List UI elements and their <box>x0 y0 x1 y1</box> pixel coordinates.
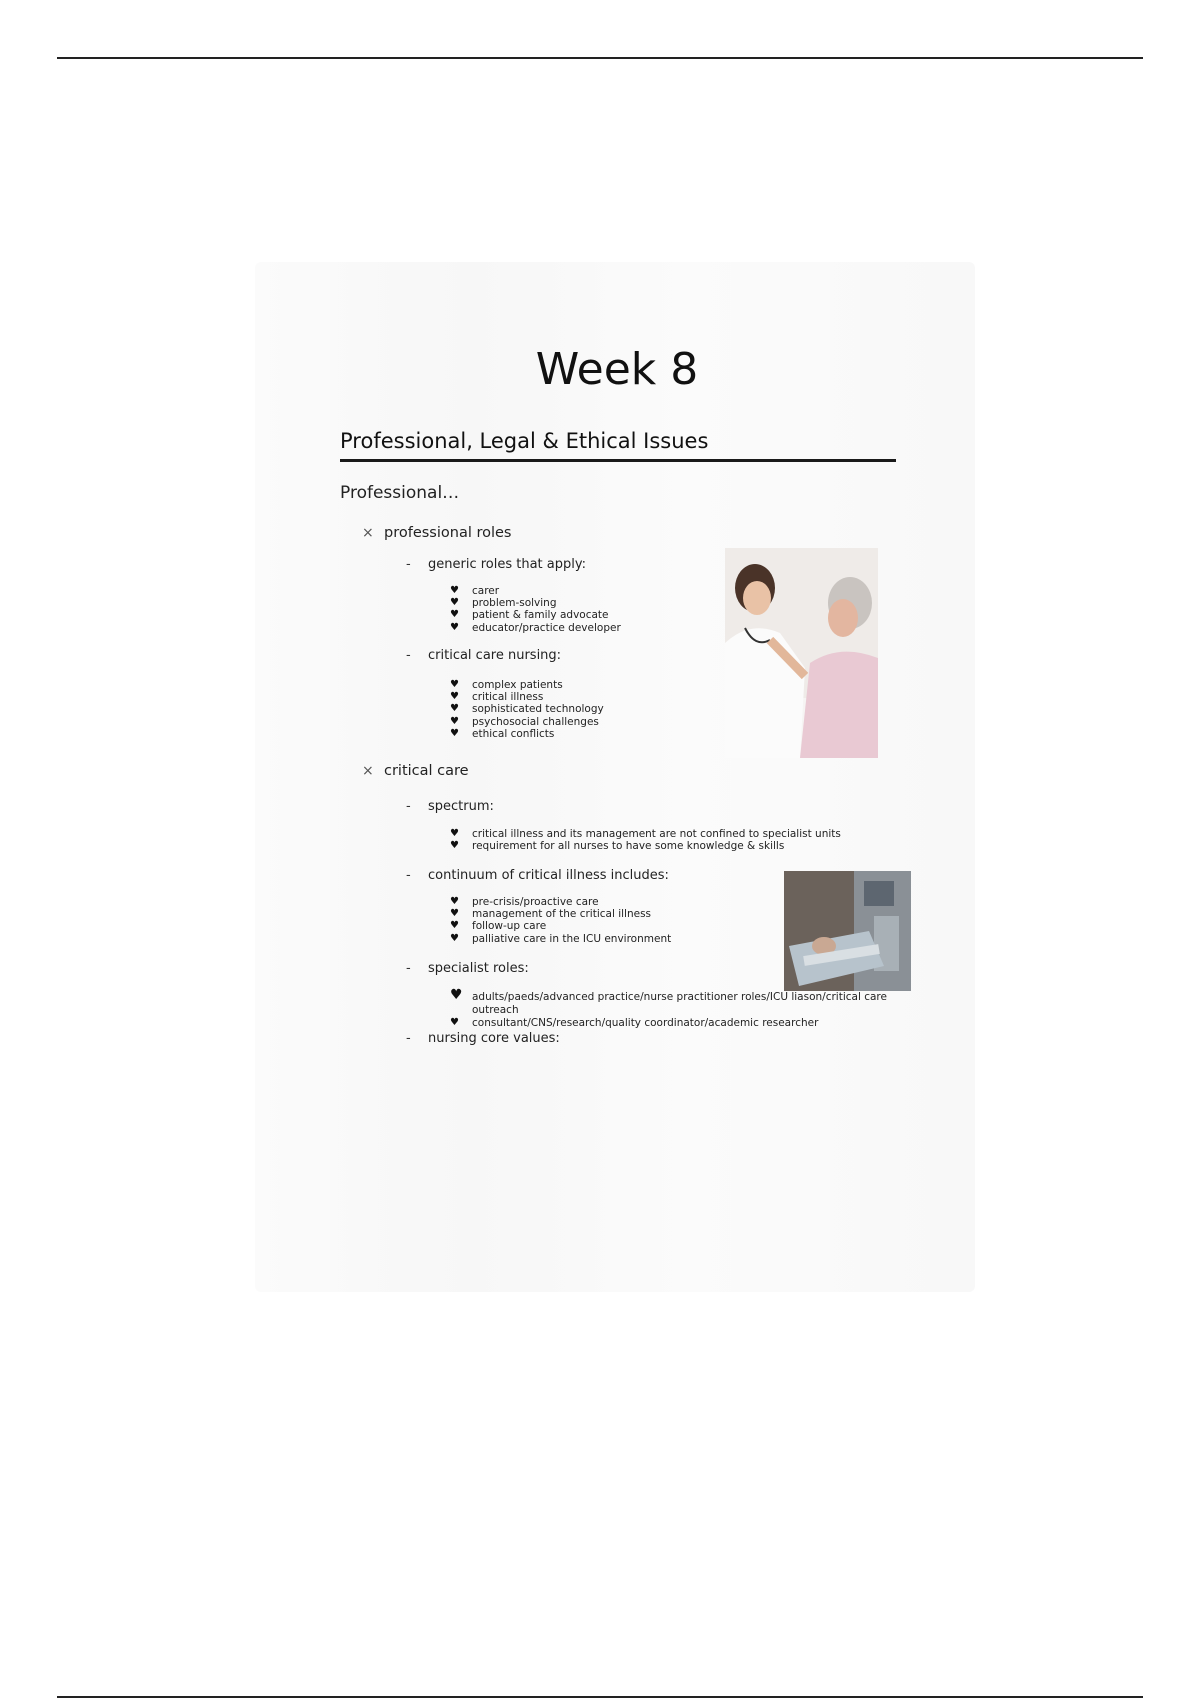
list-item: ♥ patient & family advocate <box>450 609 609 622</box>
heart-bullet-icon: ♥ <box>450 597 459 609</box>
list-item: ♥ sophisticated technology <box>450 703 604 716</box>
topic-critical-care <box>362 762 469 780</box>
heart-bullet-icon: ♥ <box>450 987 463 1003</box>
icu-photo <box>784 871 911 991</box>
item-label: nursing core values: <box>428 1031 560 1046</box>
list-item: ♥ educator/practice developer <box>450 621 621 634</box>
heart-bullet-icon: ♥ <box>450 609 459 621</box>
top-rule <box>57 57 1143 59</box>
heart-bullet-icon: ♥ <box>450 840 459 852</box>
heart-bullet-icon: ♥ <box>450 691 459 703</box>
item-specialist-roles <box>406 961 529 977</box>
section-heading: Professional, Legal & Ethical Issues <box>340 428 896 462</box>
item-critical-care-nursing <box>406 648 561 664</box>
list-item: ♥ consultant/CNS/research/quality coordinator/academic researcher <box>450 1017 819 1029</box>
list-item: ♥ critical illness <box>450 691 544 704</box>
item-label: continuum of critical illness includes: <box>428 868 669 883</box>
list-item: ♥ critical illness and its management are not confined to specialist units <box>450 828 841 840</box>
topic-label: professional roles <box>384 525 512 541</box>
heart-bullet-icon: ♥ <box>450 932 459 944</box>
bullet-list <box>450 828 841 852</box>
bullet-list <box>450 585 621 634</box>
bullet-list <box>450 679 604 740</box>
item-generic-roles <box>406 557 586 573</box>
list-item: ♥ carer <box>450 585 500 597</box>
bullet-list <box>450 987 902 1029</box>
cross-marker-icon: × <box>362 763 374 779</box>
heart-bullet-icon: ♥ <box>450 727 459 739</box>
heart-bullet-icon: ♥ <box>450 896 459 907</box>
item-nursing-core-values <box>406 1031 560 1047</box>
nurse-patient-illustration <box>725 548 878 758</box>
icu-illustration <box>784 871 911 991</box>
dash-marker: - <box>406 868 411 883</box>
heart-bullet-icon: ♥ <box>450 908 459 920</box>
item-continuum <box>406 868 669 884</box>
item-label: spectrum: <box>428 799 494 814</box>
item-spectrum <box>406 799 494 815</box>
list-item: ♥ ethical conflicts <box>450 727 555 740</box>
list-item: ♥ management of the critical illness <box>450 908 652 921</box>
heart-bullet-icon: ♥ <box>450 920 459 932</box>
dash-marker: - <box>406 1031 411 1046</box>
nurse-patient-photo <box>725 548 878 758</box>
topic-professional-roles <box>362 524 511 542</box>
list-item: ♥ follow-up care <box>450 920 547 933</box>
list-item: ♥ requirement for all nurses to have some knowledge & skills <box>450 840 785 853</box>
dash-marker: - <box>406 557 411 572</box>
dash-marker: - <box>406 648 411 663</box>
list-item: ♥ complex patients <box>450 679 563 691</box>
bullet-list <box>450 896 671 945</box>
heart-bullet-icon: ♥ <box>450 679 459 690</box>
heart-bullet-icon: ♥ <box>450 585 459 596</box>
dash-marker: - <box>406 961 411 976</box>
heart-bullet-icon: ♥ <box>450 1017 459 1028</box>
heart-bullet-icon: ♥ <box>450 621 459 633</box>
item-label: specialist roles: <box>428 961 529 976</box>
list-item: ♥ psychosocial challenges <box>450 715 599 728</box>
cross-marker-icon: × <box>362 525 374 541</box>
dash-marker: - <box>406 799 411 814</box>
heart-bullet-icon: ♥ <box>450 715 459 727</box>
list-item: ♥ pre-crisis/proactive care <box>450 896 599 908</box>
heart-bullet-icon: ♥ <box>450 703 459 715</box>
bottom-rule <box>57 1696 1143 1698</box>
subheading: Professional… <box>340 483 460 503</box>
slide-title: Week 8 <box>535 344 699 395</box>
heart-bullet-icon: ♥ <box>450 828 459 839</box>
list-item: ♥ adults/paeds/advanced practice/nurse practitioner roles/ICU liason/critical care outreach <box>450 987 887 1016</box>
item-label: critical care nursing: <box>428 648 562 663</box>
list-item: ♥ problem-solving <box>450 597 557 610</box>
list-item: ♥ palliative care in the ICU environment <box>450 932 672 945</box>
item-label: generic roles that apply: <box>428 557 586 572</box>
topic-label: critical care <box>384 763 469 779</box>
